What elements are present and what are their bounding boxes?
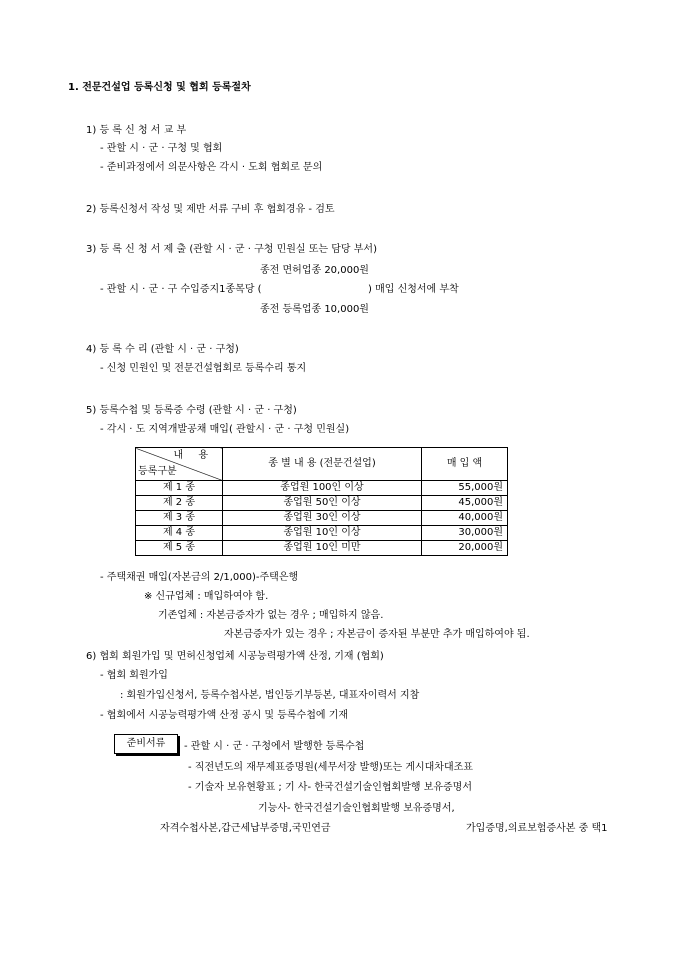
grade-cell: 제 1 종: [136, 481, 223, 496]
corner-bottom-label: 등록구분: [138, 466, 177, 477]
section-1-item-2: - 준비과정에서 의문사항은 각시 · 도회 협회로 문의: [100, 162, 323, 173]
section-2-title: 2) 등록신청서 작성 및 제반 서류 구비 후 협회경유 - 검토: [86, 204, 335, 215]
content-cell: 종업원 50인 이상: [223, 496, 422, 511]
content-cell: 종업원 10인 이상: [223, 526, 422, 541]
content-cell: 종업원 100인 이상: [223, 481, 422, 496]
table-row: [136, 541, 508, 556]
table-corner-cell: [136, 448, 223, 481]
column-header-amount: 매 입 액: [422, 448, 508, 481]
table-row: [136, 511, 508, 526]
note-capital-increase: 자본금증자가 있는 경우 ; 자본금이 증자된 부분만 추가 매입하여야 됨.: [224, 629, 530, 640]
documents-line-5-left: 자격수첩사본,갑근세납부증명,국민연금: [160, 823, 331, 834]
amount-cell: 30,000원: [422, 526, 508, 541]
section-5-title: 5) 등록수첩 및 등록증 수령 (관할 시 · 군 · 구청): [86, 405, 297, 416]
section-1-title: 1) 등 록 신 청 서 교 부: [86, 125, 187, 136]
stamp-fee-registration: 종전 등록업종 10,000원: [260, 304, 369, 315]
documents-line-5-right: 가입증명,의료보험증사본 중 택1: [466, 823, 608, 834]
section-6-item-2: - 협회에서 시공능력평가액 산정 공시 및 등록수첩에 기재: [100, 710, 349, 721]
amount-cell: 45,000원: [422, 496, 508, 511]
column-header-content: 종 별 내 용 (전문건설업): [223, 448, 422, 481]
documents-line-3: - 기술자 보유현황표 ; 기 사- 한국건설기술인협회발행 보유증명서: [188, 782, 472, 793]
section-3-item-prefix: - 관할 시 · 군 · 구 수입증지1종목당 (: [100, 284, 262, 295]
documents-line-1: - 관할 시 · 군 · 구청에서 발행한 등록수첩: [184, 741, 365, 752]
amount-cell: 55,000원: [422, 481, 508, 496]
section-3-title: 3) 등 록 신 청 서 제 출 (관할 시 · 군 · 구청 민원실 또는 담당 부서): [86, 244, 377, 255]
stamp-fee-license: 종전 면허업종 20,000원: [260, 265, 369, 276]
table-row: [136, 481, 508, 496]
required-documents-box: 준비서류: [114, 734, 178, 754]
grade-cell: 제 5 종: [136, 541, 223, 556]
content-cell: 종업원 30인 이상: [223, 511, 422, 526]
documents-line-2: - 직전년도의 재무제표증명원(세무서장 발행)또는 게시대차대조표: [188, 762, 473, 773]
table-row: [136, 526, 508, 541]
grade-cell: 제 4 종: [136, 526, 223, 541]
section-4-title: 4) 등 록 수 리 (관할 시 · 군 · 구청): [86, 344, 239, 355]
section-4-item-1: - 신청 민원인 및 전문건설협회로 등록수리 통지: [100, 363, 307, 374]
section-6-item-1-detail: : 회원가입신청서, 등록수첩사본, 법인등기부등본, 대표자이력서 지참: [120, 690, 420, 701]
housing-bond-item: - 주택채권 매입(자본금의 2/1,000)-주택은행: [100, 572, 299, 583]
amount-cell: 40,000원: [422, 511, 508, 526]
section-6-item-1: - 협회 회원가입: [100, 670, 168, 681]
section-5-item: - 각시 · 도 지역개발공채 매입( 관할시 · 군 · 구청 민원실): [100, 424, 350, 435]
section-3-item-suffix: ) 매입 신청서에 부착: [368, 284, 459, 295]
note-existing-company: 기존업체 : 자본금증자가 없는 경우 ; 매입하지 않음.: [158, 610, 384, 621]
grade-cell: 제 2 종: [136, 496, 223, 511]
section-6-title: 6) 협회 회원가입 및 면허신청업체 시공능력평가액 산정, 기재 (협회): [86, 651, 384, 662]
note-new-company: ※ 신규업체 : 매입하여야 함.: [144, 591, 269, 602]
amount-cell: 20,000원: [422, 541, 508, 556]
documents-line-4: 기능사- 한국건설기술인협회발행 보유증명서,: [258, 803, 455, 814]
table-header-row: [136, 448, 508, 481]
corner-top-label: 내 용: [173, 450, 214, 461]
section-1-item-1: - 관할 시 · 군 · 구청 및 협회: [100, 143, 223, 154]
bond-purchase-table: [135, 447, 508, 556]
grade-cell: 제 3 종: [136, 511, 223, 526]
document-heading: 1. 전문건설업 등록신청 및 협회 등록절차: [68, 82, 251, 93]
content-cell: 종업원 10인 미만: [223, 541, 422, 556]
table-row: [136, 496, 508, 511]
